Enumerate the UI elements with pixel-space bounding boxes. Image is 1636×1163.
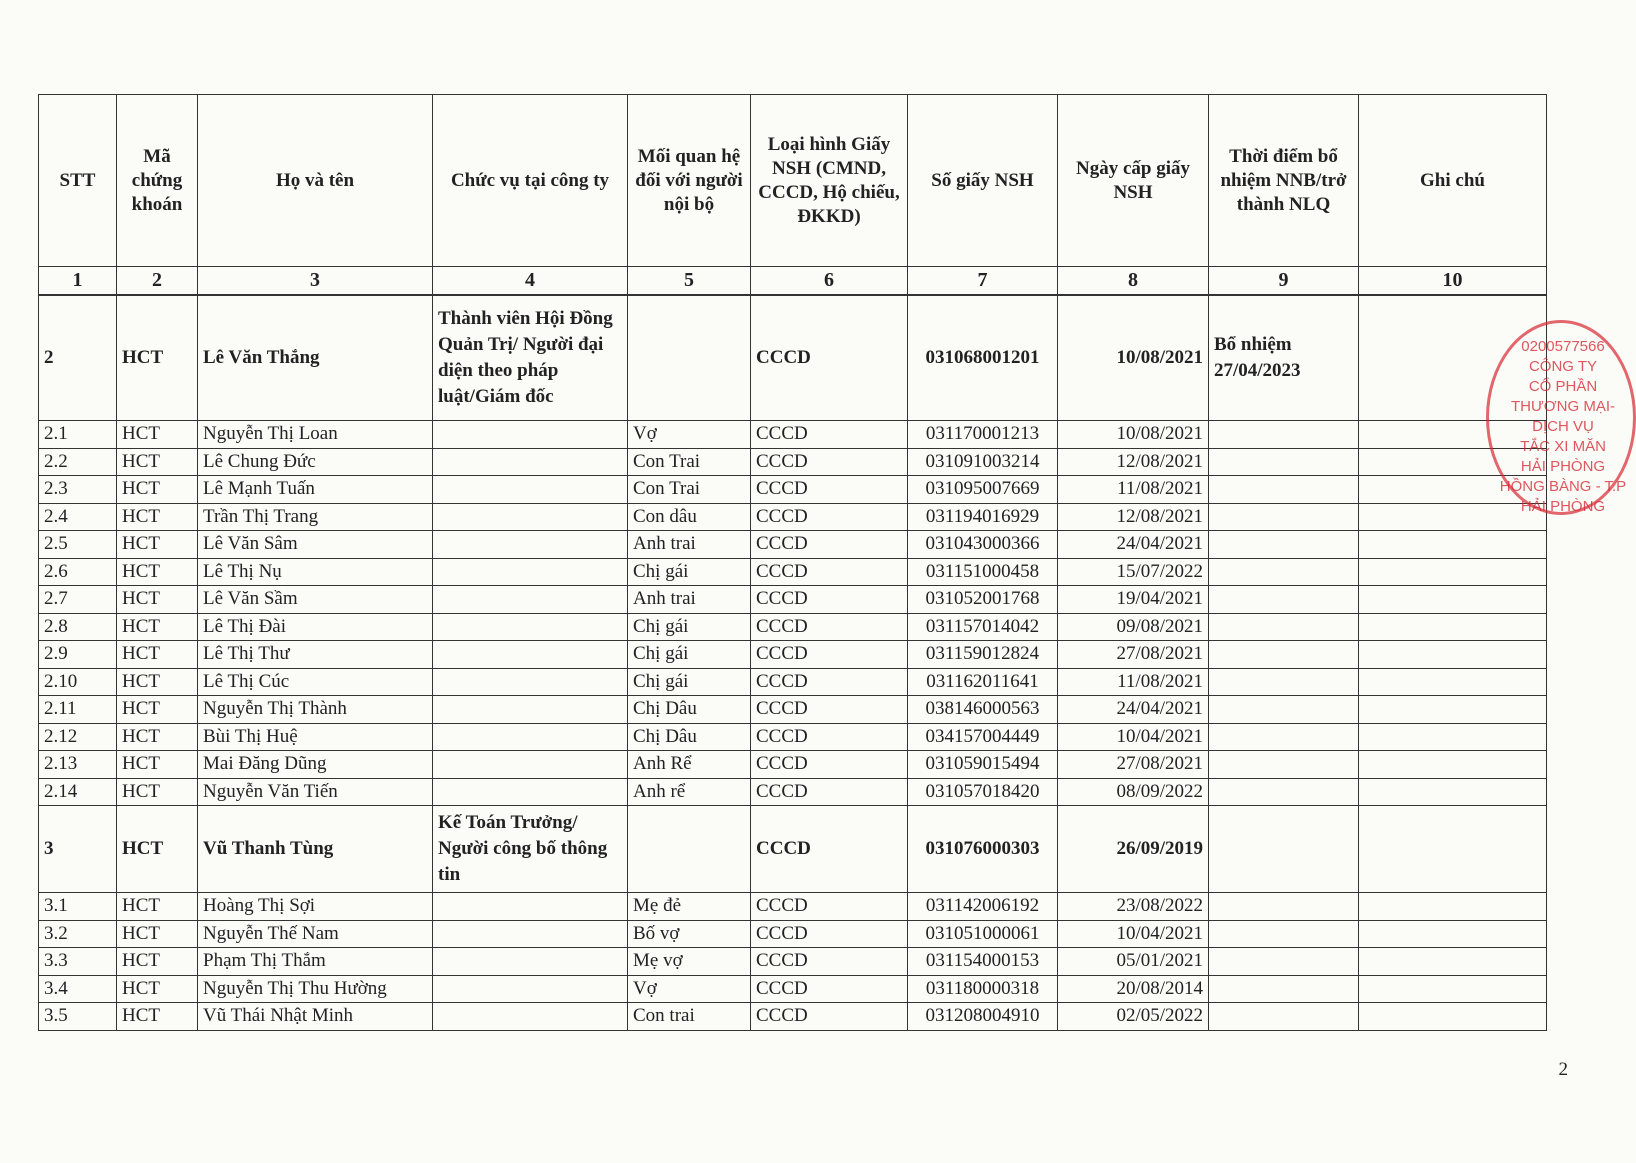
seal-text-line: 0200577566 [1521, 338, 1605, 355]
cell-position [433, 641, 628, 669]
cell-stt: 2.7 [39, 586, 117, 614]
cell-doc-type: CCCD [751, 448, 908, 476]
cell-full-name: Lê Chung Đức [198, 448, 433, 476]
cell-appointment [1209, 641, 1359, 669]
column-number: 4 [433, 267, 628, 295]
cell-position [433, 531, 628, 559]
cell-position: Thành viên Hội Đồng Quản Trị/ Người đại diện theo pháp luật/Giám đốc [433, 295, 628, 421]
cell-doc-type: CCCD [751, 893, 908, 921]
cell-position [433, 558, 628, 586]
cell-appointment [1209, 893, 1359, 921]
insider-table [38, 94, 1547, 1031]
cell-position [433, 778, 628, 806]
cell-issue-date: 11/08/2021 [1058, 668, 1209, 696]
table-row [39, 613, 1547, 641]
cell-relation: Chị gái [628, 613, 751, 641]
cell-stock-code: HCT [117, 641, 198, 669]
cell-note [1359, 975, 1547, 1003]
cell-issue-date: 08/09/2022 [1058, 778, 1209, 806]
cell-doc-type: CCCD [751, 975, 908, 1003]
cell-doc-number: 031091003214 [908, 448, 1058, 476]
table-row [39, 920, 1547, 948]
table-row [39, 421, 1547, 449]
cell-issue-date: 24/04/2021 [1058, 531, 1209, 559]
cell-stock-code: HCT [117, 948, 198, 976]
cell-position [433, 1003, 628, 1031]
cell-stt: 2.3 [39, 476, 117, 504]
cell-relation: Anh trai [628, 586, 751, 614]
cell-stt: 3.4 [39, 975, 117, 1003]
cell-issue-date: 10/08/2021 [1058, 421, 1209, 449]
table-row [39, 1003, 1547, 1031]
cell-stt: 3.3 [39, 948, 117, 976]
cell-stt: 2.8 [39, 613, 117, 641]
cell-full-name: Nguyễn Thị Thu Hường [198, 975, 433, 1003]
cell-relation: Con Trai [628, 448, 751, 476]
header-doc-type: Loại hình Giấy NSH (CMND, CCCD, Hộ chiếu, ĐKKD) [751, 95, 908, 267]
cell-doc-type: CCCD [751, 948, 908, 976]
table-row [39, 295, 1547, 421]
cell-note [1359, 641, 1547, 669]
cell-position [433, 503, 628, 531]
cell-relation: Mẹ đẻ [628, 893, 751, 921]
cell-note [1359, 751, 1547, 779]
cell-issue-date: 11/08/2021 [1058, 476, 1209, 504]
cell-issue-date: 20/08/2014 [1058, 975, 1209, 1003]
cell-stock-code: HCT [117, 1003, 198, 1031]
table-row [39, 696, 1547, 724]
cell-appointment [1209, 421, 1359, 449]
column-number: 1 [39, 267, 117, 295]
cell-issue-date: 27/08/2021 [1058, 751, 1209, 779]
cell-stt: 2.14 [39, 778, 117, 806]
cell-doc-type: CCCD [751, 778, 908, 806]
cell-stock-code: HCT [117, 448, 198, 476]
header-full-name: Họ và tên [198, 95, 433, 267]
cell-relation: Anh trai [628, 531, 751, 559]
cell-stt: 3.5 [39, 1003, 117, 1031]
cell-issue-date: 10/04/2021 [1058, 920, 1209, 948]
table-row [39, 948, 1547, 976]
cell-doc-type: CCCD [751, 723, 908, 751]
table-row [39, 806, 1547, 893]
cell-stock-code: HCT [117, 920, 198, 948]
cell-appointment [1209, 778, 1359, 806]
cell-stock-code: HCT [117, 893, 198, 921]
cell-stock-code: HCT [117, 476, 198, 504]
cell-doc-number: 031051000061 [908, 920, 1058, 948]
cell-note [1359, 586, 1547, 614]
cell-doc-number: 031095007669 [908, 476, 1058, 504]
column-number: 10 [1359, 267, 1547, 295]
cell-doc-number: 031151000458 [908, 558, 1058, 586]
cell-position [433, 893, 628, 921]
cell-doc-type: CCCD [751, 476, 908, 504]
cell-full-name: Lê Văn Thắng [198, 295, 433, 421]
company-seal [1486, 320, 1636, 515]
cell-full-name: Lê Thị Cúc [198, 668, 433, 696]
cell-position [433, 476, 628, 504]
cell-note [1359, 1003, 1547, 1031]
cell-doc-number: 031154000153 [908, 948, 1058, 976]
header-position: Chức vụ tại công ty [433, 95, 628, 267]
cell-position: Kế Toán Trưởng/ Người công bố thông tin [433, 806, 628, 893]
header-stock-code: Mã chứng khoán [117, 95, 198, 267]
cell-appointment [1209, 751, 1359, 779]
cell-issue-date: 27/08/2021 [1058, 641, 1209, 669]
table-row [39, 558, 1547, 586]
table-row [39, 751, 1547, 779]
cell-doc-type: CCCD [751, 421, 908, 449]
cell-issue-date: 10/04/2021 [1058, 723, 1209, 751]
column-number: 5 [628, 267, 751, 295]
cell-doc-number: 031076000303 [908, 806, 1058, 893]
cell-doc-number: 031159012824 [908, 641, 1058, 669]
cell-full-name: Lê Văn Sâm [198, 531, 433, 559]
cell-position [433, 723, 628, 751]
cell-relation: Anh rể [628, 778, 751, 806]
cell-appointment [1209, 476, 1359, 504]
cell-doc-type: CCCD [751, 558, 908, 586]
cell-doc-number: 031059015494 [908, 751, 1058, 779]
cell-relation: Con dâu [628, 503, 751, 531]
cell-appointment [1209, 975, 1359, 1003]
table-row [39, 476, 1547, 504]
cell-note [1359, 613, 1547, 641]
cell-stt: 2.10 [39, 668, 117, 696]
header-appointment: Thời điểm bổ nhiệm NNB/trở thành NLQ [1209, 95, 1359, 267]
seal-text-line: THƯƠNG MẠI-DỊCH VỤ [1511, 398, 1615, 435]
cell-full-name: Nguyễn Thị Thành [198, 696, 433, 724]
cell-relation [628, 806, 751, 893]
cell-position [433, 668, 628, 696]
cell-full-name: Lê Thị Đài [198, 613, 433, 641]
cell-issue-date: 23/08/2022 [1058, 893, 1209, 921]
cell-full-name: Nguyễn Thị Loan [198, 421, 433, 449]
cell-appointment [1209, 586, 1359, 614]
header-doc-number: Số giấy NSH [908, 95, 1058, 267]
cell-stt: 2 [39, 295, 117, 421]
cell-doc-type: CCCD [751, 1003, 908, 1031]
cell-stock-code: HCT [117, 295, 198, 421]
cell-full-name: Lê Thị Nụ [198, 558, 433, 586]
cell-note [1359, 558, 1547, 586]
cell-stt: 2.4 [39, 503, 117, 531]
table-row [39, 448, 1547, 476]
header-row [39, 95, 1547, 267]
table-row [39, 531, 1547, 559]
cell-full-name: Hoàng Thị Sợi [198, 893, 433, 921]
cell-doc-number: 031162011641 [908, 668, 1058, 696]
cell-full-name: Vũ Thái Nhật Minh [198, 1003, 433, 1031]
header-relation: Mối quan hệ đối với người nội bộ [628, 95, 751, 267]
cell-stock-code: HCT [117, 558, 198, 586]
cell-full-name: Phạm Thị Thắm [198, 948, 433, 976]
cell-issue-date: 24/04/2021 [1058, 696, 1209, 724]
cell-relation [628, 295, 751, 421]
cell-relation: Anh Rể [628, 751, 751, 779]
cell-position [433, 948, 628, 976]
cell-appointment [1209, 448, 1359, 476]
cell-issue-date: 12/08/2021 [1058, 448, 1209, 476]
cell-relation: Chị gái [628, 558, 751, 586]
cell-doc-type: CCCD [751, 920, 908, 948]
cell-note [1359, 806, 1547, 893]
cell-doc-type: CCCD [751, 696, 908, 724]
cell-issue-date: 26/09/2019 [1058, 806, 1209, 893]
header-stt: STT [39, 95, 117, 267]
cell-position [433, 751, 628, 779]
cell-doc-type: CCCD [751, 751, 908, 779]
cell-stt: 2.11 [39, 696, 117, 724]
cell-full-name: Trần Thị Trang [198, 503, 433, 531]
cell-position [433, 421, 628, 449]
cell-doc-type: CCCD [751, 613, 908, 641]
cell-relation: Mẹ vợ [628, 948, 751, 976]
cell-stock-code: HCT [117, 613, 198, 641]
cell-doc-type: CCCD [751, 806, 908, 893]
cell-relation: Con Trai [628, 476, 751, 504]
cell-position [433, 448, 628, 476]
cell-issue-date: 15/07/2022 [1058, 558, 1209, 586]
cell-full-name: Lê Thị Thư [198, 641, 433, 669]
cell-stock-code: HCT [117, 723, 198, 751]
cell-stock-code: HCT [117, 696, 198, 724]
table-row [39, 893, 1547, 921]
cell-stt: 3.1 [39, 893, 117, 921]
cell-issue-date: 12/08/2021 [1058, 503, 1209, 531]
cell-full-name: Lê Văn Sầm [198, 586, 433, 614]
seal-text-line: HẢI PHÒNG [1520, 458, 1606, 475]
cell-stock-code: HCT [117, 668, 198, 696]
cell-relation: Chị gái [628, 668, 751, 696]
cell-doc-number: 031057018420 [908, 778, 1058, 806]
cell-stock-code: HCT [117, 421, 198, 449]
cell-doc-number: 031170001213 [908, 421, 1058, 449]
cell-note [1359, 696, 1547, 724]
table-row [39, 975, 1547, 1003]
cell-doc-type: CCCD [751, 531, 908, 559]
cell-appointment [1209, 1003, 1359, 1031]
cell-relation: Chị gái [628, 641, 751, 669]
cell-doc-type: CCCD [751, 586, 908, 614]
cell-position [433, 613, 628, 641]
cell-note [1359, 893, 1547, 921]
cell-appointment [1209, 696, 1359, 724]
table-row [39, 668, 1547, 696]
cell-issue-date: 09/08/2021 [1058, 613, 1209, 641]
cell-note [1359, 920, 1547, 948]
cell-relation: Vợ [628, 975, 751, 1003]
cell-doc-number: 034157004449 [908, 723, 1058, 751]
cell-appointment [1209, 613, 1359, 641]
cell-stt: 2.9 [39, 641, 117, 669]
cell-doc-number: 031043000366 [908, 531, 1058, 559]
column-number-row [39, 267, 1547, 295]
seal-text-line: TẮC XI MĂN [1520, 438, 1606, 455]
cell-doc-type: CCCD [751, 503, 908, 531]
cell-note [1359, 531, 1547, 559]
column-number: 8 [1058, 267, 1209, 295]
cell-appointment [1209, 920, 1359, 948]
cell-stt: 3.2 [39, 920, 117, 948]
cell-issue-date: 19/04/2021 [1058, 586, 1209, 614]
cell-stt: 3 [39, 806, 117, 893]
cell-appointment: Bổ nhiệm 27/04/2023 [1209, 295, 1359, 421]
cell-stt: 2.12 [39, 723, 117, 751]
cell-stt: 2.1 [39, 421, 117, 449]
table-body [39, 295, 1547, 1031]
cell-position [433, 975, 628, 1003]
cell-relation: Chị Dâu [628, 723, 751, 751]
column-number: 2 [117, 267, 198, 295]
column-number: 6 [751, 267, 908, 295]
cell-doc-type: CCCD [751, 641, 908, 669]
header-issue-date: Ngày cấp giấy NSH [1058, 95, 1209, 267]
cell-appointment [1209, 503, 1359, 531]
cell-stt: 2.2 [39, 448, 117, 476]
cell-relation: Con trai [628, 1003, 751, 1031]
cell-full-name: Nguyễn Thế Nam [198, 920, 433, 948]
cell-doc-number: 031068001201 [908, 295, 1058, 421]
cell-doc-number: 031052001768 [908, 586, 1058, 614]
cell-relation: Chị Dâu [628, 696, 751, 724]
cell-doc-type: CCCD [751, 668, 908, 696]
seal-text-line: HỒNG BÀNG - T.P HẢI PHÒNG [1499, 478, 1627, 515]
seal-text-line: CÔNG TY [1528, 358, 1598, 375]
cell-doc-number: 038146000563 [908, 696, 1058, 724]
cell-stock-code: HCT [117, 751, 198, 779]
cell-doc-number: 031157014042 [908, 613, 1058, 641]
cell-appointment [1209, 531, 1359, 559]
cell-doc-number: 031208004910 [908, 1003, 1058, 1031]
cell-full-name: Mai Đăng Dũng [198, 751, 433, 779]
cell-position [433, 696, 628, 724]
cell-full-name: Vũ Thanh Tùng [198, 806, 433, 893]
cell-appointment [1209, 668, 1359, 696]
header-note: Ghi chú [1359, 95, 1547, 267]
page-number: 2 [1558, 1059, 1568, 1080]
cell-full-name: Nguyễn Văn Tiến [198, 778, 433, 806]
cell-appointment [1209, 806, 1359, 893]
table-row [39, 723, 1547, 751]
cell-stock-code: HCT [117, 975, 198, 1003]
cell-doc-number: 031142006192 [908, 893, 1058, 921]
cell-stock-code: HCT [117, 531, 198, 559]
cell-issue-date: 10/08/2021 [1058, 295, 1209, 421]
cell-stt: 2.5 [39, 531, 117, 559]
table-row [39, 586, 1547, 614]
cell-relation: Bố vợ [628, 920, 751, 948]
cell-note [1359, 778, 1547, 806]
cell-stock-code: HCT [117, 778, 198, 806]
table-row [39, 503, 1547, 531]
cell-stock-code: HCT [117, 806, 198, 893]
cell-position [433, 920, 628, 948]
cell-stt: 2.6 [39, 558, 117, 586]
cell-position [433, 586, 628, 614]
cell-doc-type: CCCD [751, 295, 908, 421]
column-number: 3 [198, 267, 433, 295]
cell-full-name: Bùi Thị Huệ [198, 723, 433, 751]
column-number: 9 [1209, 267, 1359, 295]
cell-note [1359, 668, 1547, 696]
table-row [39, 778, 1547, 806]
cell-full-name: Lê Mạnh Tuấn [198, 476, 433, 504]
cell-appointment [1209, 723, 1359, 751]
cell-appointment [1209, 948, 1359, 976]
seal-text-line: CỔ PHẦN [1528, 378, 1598, 395]
cell-relation: Vợ [628, 421, 751, 449]
cell-note [1359, 948, 1547, 976]
cell-doc-number: 031180000318 [908, 975, 1058, 1003]
cell-stock-code: HCT [117, 586, 198, 614]
cell-issue-date: 05/01/2021 [1058, 948, 1209, 976]
cell-doc-number: 031194016929 [908, 503, 1058, 531]
column-number: 7 [908, 267, 1058, 295]
cell-issue-date: 02/05/2022 [1058, 1003, 1209, 1031]
cell-note [1359, 723, 1547, 751]
cell-stock-code: HCT [117, 503, 198, 531]
table-row [39, 641, 1547, 669]
cell-appointment [1209, 558, 1359, 586]
cell-stt: 2.13 [39, 751, 117, 779]
